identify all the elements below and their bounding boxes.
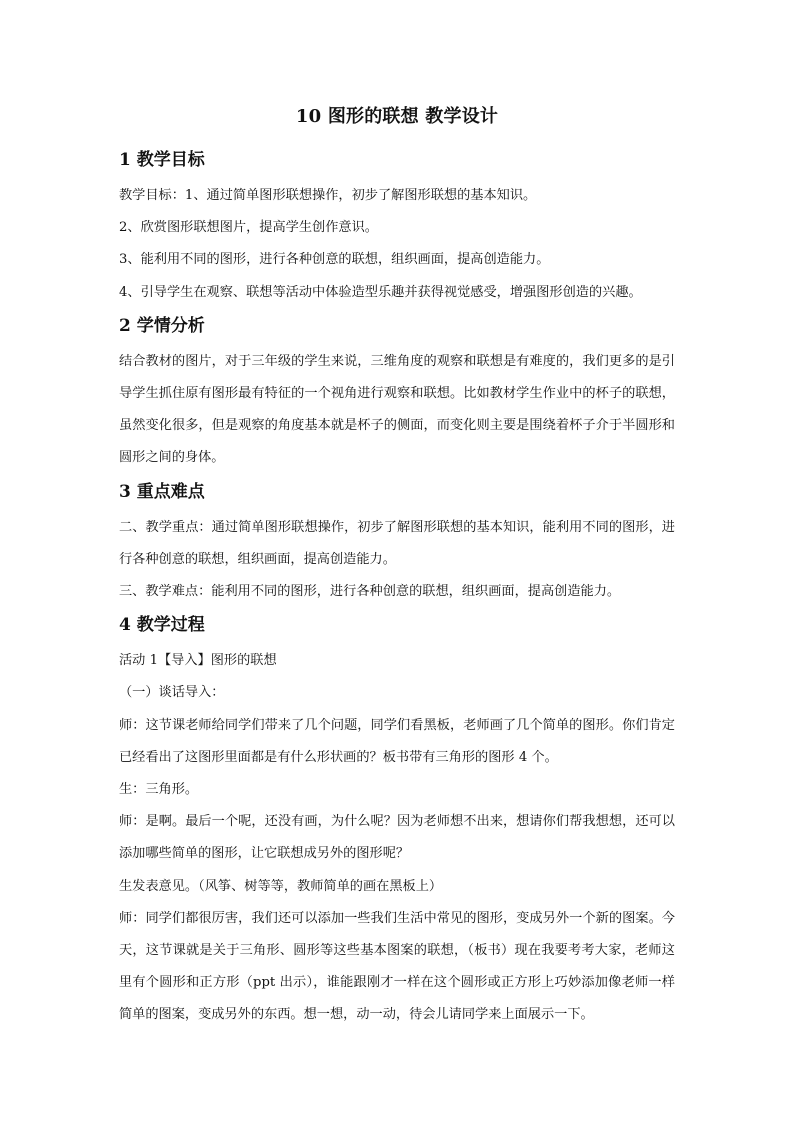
section-teaching-process — [119, 612, 675, 1031]
paragraph: 三、教学难点：能利用不同的图形，进行各种创意的联想，组织画面，提高创造能力。 — [119, 584, 621, 600]
paragraph: （一）谈话导入： — [119, 685, 225, 701]
paragraph: 师：同学们都很厉害，我们还可以添加一些我们生活中常见的图形，变成另外一个新的图案。今天，这节课就是关于三角形、圆形等这些基本图案的联想，（板书）现在我要考考大家，老师这里有个圆形和正方形（ppt 出示），谁能跟刚才一样在这个圆形或正方形上巧妙添加像老师一样简单的图案，变成另外的东西。想一想，动一动，待会儿请同学来上面展示一下。 — [119, 910, 675, 1023]
paragraph: 生：三角形。 — [119, 782, 199, 798]
section-heading: 2 学情分析 — [119, 315, 205, 336]
paragraph: 2、欣赏图形联想图片，提高学生创作意识。 — [119, 220, 378, 236]
paragraph: 教学目标：1、通过简单图形联想操作，初步了解图形联想的基本知识。 — [119, 188, 537, 203]
paragraph: 生发表意见。（风筝、树等等，教师简单的画在黑板上） — [119, 878, 443, 894]
paragraph: 师：是啊。最后一个呢，还没有画，为什么呢？因为老师想不出来，想请你们帮我想想，还可以添加哪些简单的图形，让它联想成另外的图形呢？ — [119, 814, 675, 862]
paragraph: 3、能利用不同的图形，进行各种创意的联想，组织画面，提高创造能力。 — [119, 252, 550, 268]
document-body — [119, 103, 675, 1032]
paragraph: 师：这节课老师给同学们带来了几个问题，同学们看黑板，老师画了几个简单的图形。你们肯定已经看出了这图形里面都是有什么形状画的？板书带有三角形的图形 4 个。 — [119, 717, 675, 765]
section-student-analysis — [119, 313, 675, 475]
document-title: 10 图形的联想 教学设计 — [295, 106, 499, 127]
paragraph: 结合教材的图片，对于三年级的学生来说，三维角度的观察和联想是有难度的，我们更多的是引导学生抓住原有图形最有特征的一个视角进行观察和联想。比如教材学生作业中的杯子的联想，虽然变化很多，但是观察的角度基本就是杯子的侧面，而变化则主要是围绕着杯子介于半圆形和圆形之间的身体。 — [119, 353, 675, 466]
section-heading: 1 教学目标 — [119, 150, 205, 170]
paragraph: 二、教学重点：通过简单图形联想操作，初步了解图形联想的基本知识，能利用不同的图形，进行各种创意的联想，组织画面，提高创造能力。 — [119, 519, 675, 567]
paragraph: 活动 1【导入】图形的联想 — [119, 653, 277, 669]
section-teaching-goals — [119, 147, 675, 309]
paragraph: 4、引导学生在观察、联想等活动中体验造型乐趣并获得视觉感受，增强图形创造的兴趣。 — [119, 284, 642, 300]
section-key-points — [119, 479, 675, 609]
section-heading: 4 教学过程 — [119, 615, 205, 636]
section-heading: 3 重点难点 — [119, 481, 205, 502]
